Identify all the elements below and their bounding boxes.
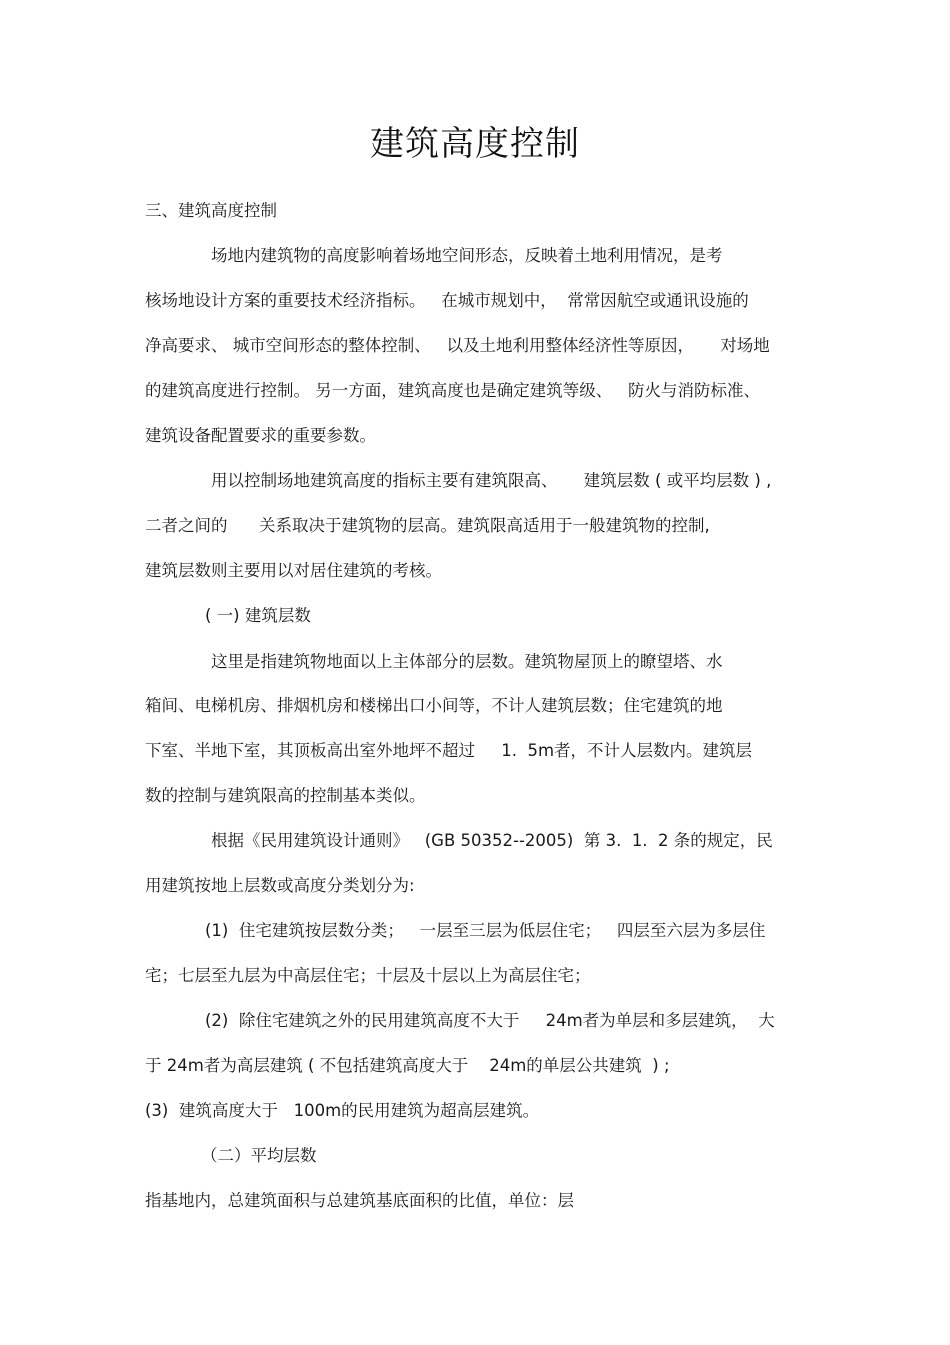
paragraph-line: 的建筑高度进行控制。 另一方面，建筑高度也是确定建筑等级、 防火与消防标准、 (145, 381, 760, 400)
paragraph-line: 建筑层数则主要用以对居住建筑的考核。 (145, 561, 442, 580)
subsection-heading: ( 一) 建筑层数 (205, 606, 311, 625)
paragraph-line: 核场地设计方案的重要技术经济指标。 在城市规划中， 常常因航空或通讯设施的 (145, 291, 749, 310)
paragraph-line: 这里是指建筑物地面以上主体部分的层数。建筑物屋顶上的瞭望塔、水 (211, 652, 723, 671)
paragraph-line: 场地内建筑物的高度影响着场地空间形态，反映着土地利用情况，是考 (211, 246, 723, 265)
section-heading: 三、建筑高度控制 (145, 201, 277, 220)
paragraph-line: 建筑设备配置要求的重要参数。 (145, 426, 376, 445)
subsection-heading: （二）平均层数 (201, 1146, 317, 1165)
paragraph-line: 下室、半地下室，其顶板高出室外地坪不超过 1. 5m者，不计人层数内。建筑层 (145, 741, 753, 760)
paragraph-line: 二者之间的 关系取决于建筑物的层高。建筑限高适用于一般建筑物的控制, (145, 516, 710, 535)
paragraph-line: 箱间、电梯机房、排烟机房和楼梯出口小间等，不计人建筑层数；住宅建筑的地 (145, 696, 723, 715)
document-title: 建筑高度控制 (370, 124, 580, 164)
list-item: (3) 建筑高度大于 100m的民用建筑为超高层建筑。 (145, 1101, 540, 1120)
list-item: (1) 住宅建筑按层数分类； 一层至三层为低层住宅； 四层至六层为多层住 (205, 921, 766, 940)
paragraph-line: 宅；七层至九层为中高层住宅；十层及十层以上为高层住宅； (145, 966, 591, 985)
paragraph-line: 用以控制场地建筑高度的指标主要有建筑限高、 建筑层数 ( 或平均层数 ) , (211, 471, 772, 490)
paragraph-line: 数的控制与建筑限高的控制基本类似。 (145, 786, 426, 805)
paragraph-line: 净高要求、 城市空间形态的整体控制、 以及土地利用整体经济性等原因， 对场地 (145, 336, 770, 355)
paragraph-line: 根据《民用建筑设计通则》 (GB 50352--2005) 第 3. 1. 2 条的规定，民 (211, 831, 773, 850)
paragraph-line: 指基地内，总建筑面积与总建筑基底面积的比值，单位：层 (145, 1191, 574, 1210)
paragraph-line: 用建筑按地上层数或高度分类划分为: (145, 876, 415, 895)
paragraph-line: 于 24m者为高层建筑 ( 不包括建筑高度大于 24m的单层公共建筑 ) ; (145, 1056, 670, 1075)
list-item: (2) 除住宅建筑之外的民用建筑高度不大于 24m者为单层和多层建筑， 大 (205, 1011, 775, 1030)
